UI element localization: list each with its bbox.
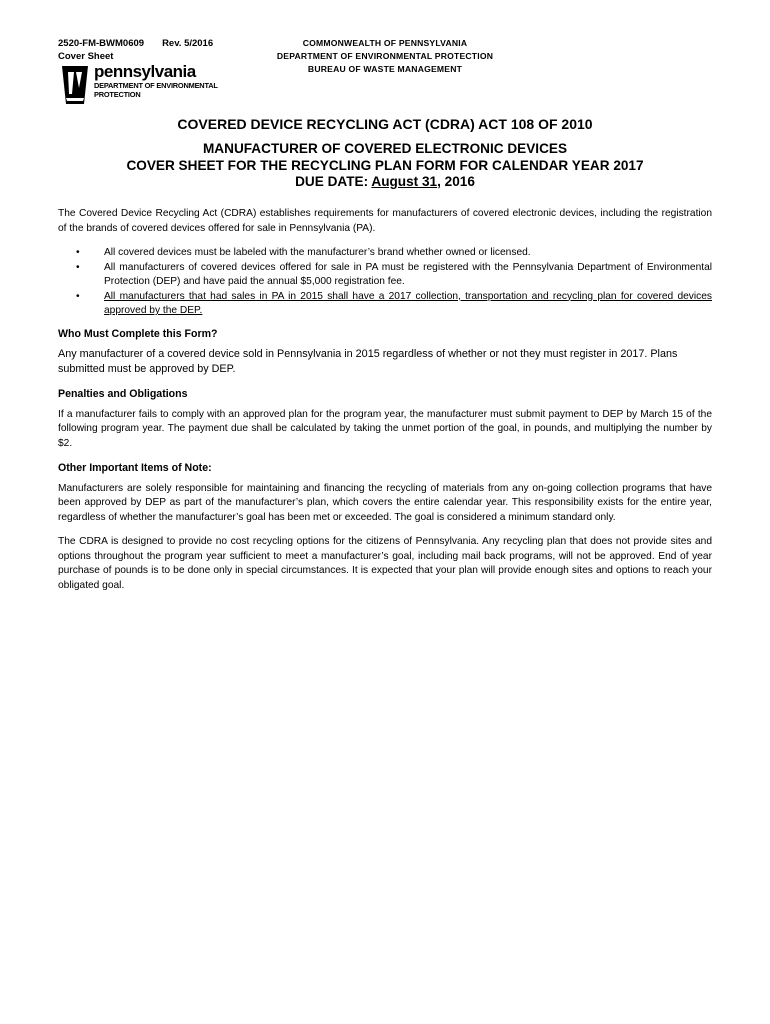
form-id: 2520-FM-BWM0609 — [58, 38, 145, 49]
list-item: • All manufacturers that had sales in PA in 2015 shall have a 2017 collection, transportation and recycling plan for covered devices approved by the DEP. — [76, 290, 712, 316]
list-item: • All covered devices must be labeled with the manufacturer’s brand whether owned or licensed. — [58, 246, 712, 261]
agency-line-3: BUREAU OF WASTE MANAGEMENT — [307, 64, 463, 74]
bullet-icon: • — [76, 247, 80, 258]
form-revision: Rev. 5/2016 — [162, 38, 214, 49]
due-date-value: August 31 — [371, 174, 438, 189]
document-body — [58, 207, 712, 603]
requirements-list — [58, 246, 712, 319]
form-identifier — [58, 37, 213, 63]
logo-dept-line-2: PROTECTION — [94, 90, 141, 99]
keystone-logo-icon — [58, 64, 92, 108]
logo-dept-line-1: DEPARTMENT OF ENVIRONMENTAL — [94, 81, 218, 90]
title-cover-sheet: COVER SHEET FOR THE RECYCLING PLAN FORM FOR CALENDAR YEAR 2017 — [126, 157, 644, 173]
penalties-heading: Penalties and Obligations — [58, 388, 188, 400]
other-paragraph-2: The CDRA is designed to provide no cost recycling options for the citizens of Pennsylvania. Any recycling plan that does not provide sites and options throughout the program year sufficient to meet a manufacturer’s goal, including mail back programs, will not be approved. End of year purchase of pounds is to be done only in special circumstances. It is expected that your plan will provide enough sites and options to reach your obligated goal. — [58, 536, 712, 591]
logo-wordmark: pennsylvania — [94, 62, 196, 81]
title-act: COVERED DEVICE RECYCLING ACT (CDRA) ACT 108 OF 2010 — [177, 116, 593, 132]
title-due-date — [58, 174, 712, 191]
due-date-year: , 2016 — [437, 174, 475, 189]
logo-department — [94, 81, 218, 99]
due-date-label: DUE DATE: — [295, 174, 372, 189]
agency-line-1: COMMONWEALTH OF PENNSYLVANIA — [302, 38, 468, 48]
agency-header — [230, 37, 540, 76]
agency-line-2: DEPARTMENT OF ENVIRONMENTAL PROTECTION — [276, 51, 494, 61]
document-titles — [58, 115, 712, 191]
title-manufacturer: MANUFACTURER OF COVERED ELECTRONIC DEVICES — [202, 141, 568, 156]
penalties-paragraph: If a manufacturer fails to comply with an approved plan for the program year, the manufacturer must submit payment to DEP by March 15 of the following program year. The payment due shall be calculated by taking the unmet portion of the goal, in pounds, and multiplying the number by $2. — [58, 408, 712, 449]
who-heading: Who Must Complete this Form? — [58, 327, 218, 340]
intro-paragraph: The Covered Device Recycling Act (CDRA) establishes requirements for manufacturers of covered electronic devices, including the registration of the brands of covered devices offered for sale in Pennsylvania (PA). — [58, 208, 712, 234]
who-paragraph: Any manufacturer of a covered device sold in Pennsylvania in 2015 regardless of whether or not they must register in 2017. Plans submitted must be approved by DEP. — [58, 348, 678, 375]
other-paragraph-1: Manufacturers are solely responsible for maintaining and financing the recycling of materials from any on-going collection programs that have been approved by DEP as part of the manufacturer’s plan, which covers the entire calendar year. This responsibility exists for the entire year, regardless of whether the manufacturer’s goal has been met or exceeded. The goal is considered a minimum standard only. — [58, 482, 712, 523]
bullet-icon: • — [76, 261, 80, 273]
doc-type: Cover Sheet — [58, 51, 114, 62]
bullet-icon: • — [76, 290, 80, 302]
other-heading: Other Important Items of Note: — [58, 462, 212, 474]
list-item: • All manufacturers of covered devices offered for sale in PA must be registered with the Pennsylvania Department of Environmental Protection (DEP) and have paid the annual $5,000 registration fee. — [76, 261, 712, 287]
pa-dep-logo — [58, 64, 238, 114]
